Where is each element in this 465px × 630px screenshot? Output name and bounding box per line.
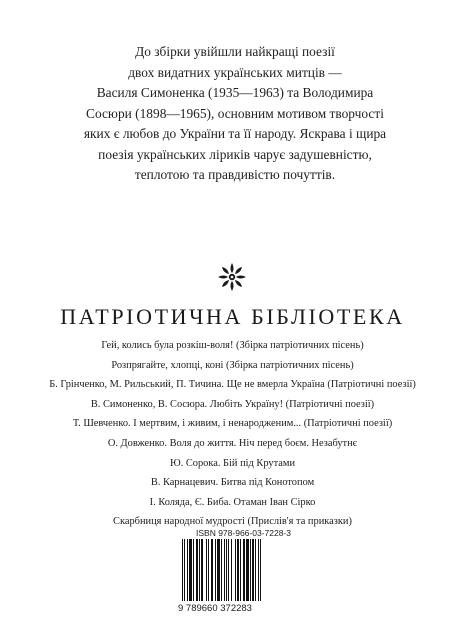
list-item: Скарбниця народної мудрості (Прислів'я та приказки): [113, 516, 352, 528]
isbn-label: ISBN 978-966-03-7228-3: [196, 528, 291, 538]
list-item: В. Симоненко, В. Сосюра. Любіть Україну! (Патріотичні поезії): [90, 398, 375, 410]
list-item: Гей, колись була розкіш-воля! (Збірка патріотичних пісень): [101, 340, 364, 351]
description-line: поезія українських ліриків чарує задушевністю,: [98, 146, 372, 162]
book-description: [80, 42, 390, 186]
description-line: теплотою та правдивістю почуттів.: [134, 167, 336, 182]
description-line: Василя Симоненка (1935—1963) та Володимира: [96, 85, 374, 100]
barcode-icon: [178, 539, 298, 601]
list-item: Б. Грінченко, М. Рильський, П. Тичина. Ще не вмерла Україна (Патріотичні поезії): [49, 379, 416, 391]
description-line: Сосюри (1898—1965), основним мотивом творчості: [86, 105, 384, 121]
list-item: Ю. Сорока. Бій під Крутами: [169, 457, 296, 469]
description-line: яких є любов до України та її народу. Яскрава і щира: [83, 126, 387, 141]
list-item: В. Карнацевич. Битва під Конотопом: [150, 477, 315, 489]
description-line: двох видатних українських митців —: [128, 64, 342, 80]
list-item: Т. Шевченко. І мертвим, і живим, і ненародженим... (Патріотичні поезії): [72, 418, 393, 430]
description-line: До збірки увійшли найкращі поезії: [135, 44, 335, 59]
series-book-list: [0, 336, 465, 532]
list-item: Розпрягайте, хлопці, коні (Збірка патріотичних пісень): [111, 359, 354, 371]
series-title: ПАТРІОТИЧНА БІБЛІОТЕКА: [60, 304, 405, 329]
list-item: І. Коляда, Є. Биба. Отаман Іван Сірко: [149, 496, 316, 508]
floral-ornament-icon: [217, 262, 247, 292]
list-item: О. Довженко. Воля до життя. Ніч перед боєм. Незабутнє: [107, 437, 358, 449]
barcode-digits: 9 789660 372283: [178, 603, 252, 614]
